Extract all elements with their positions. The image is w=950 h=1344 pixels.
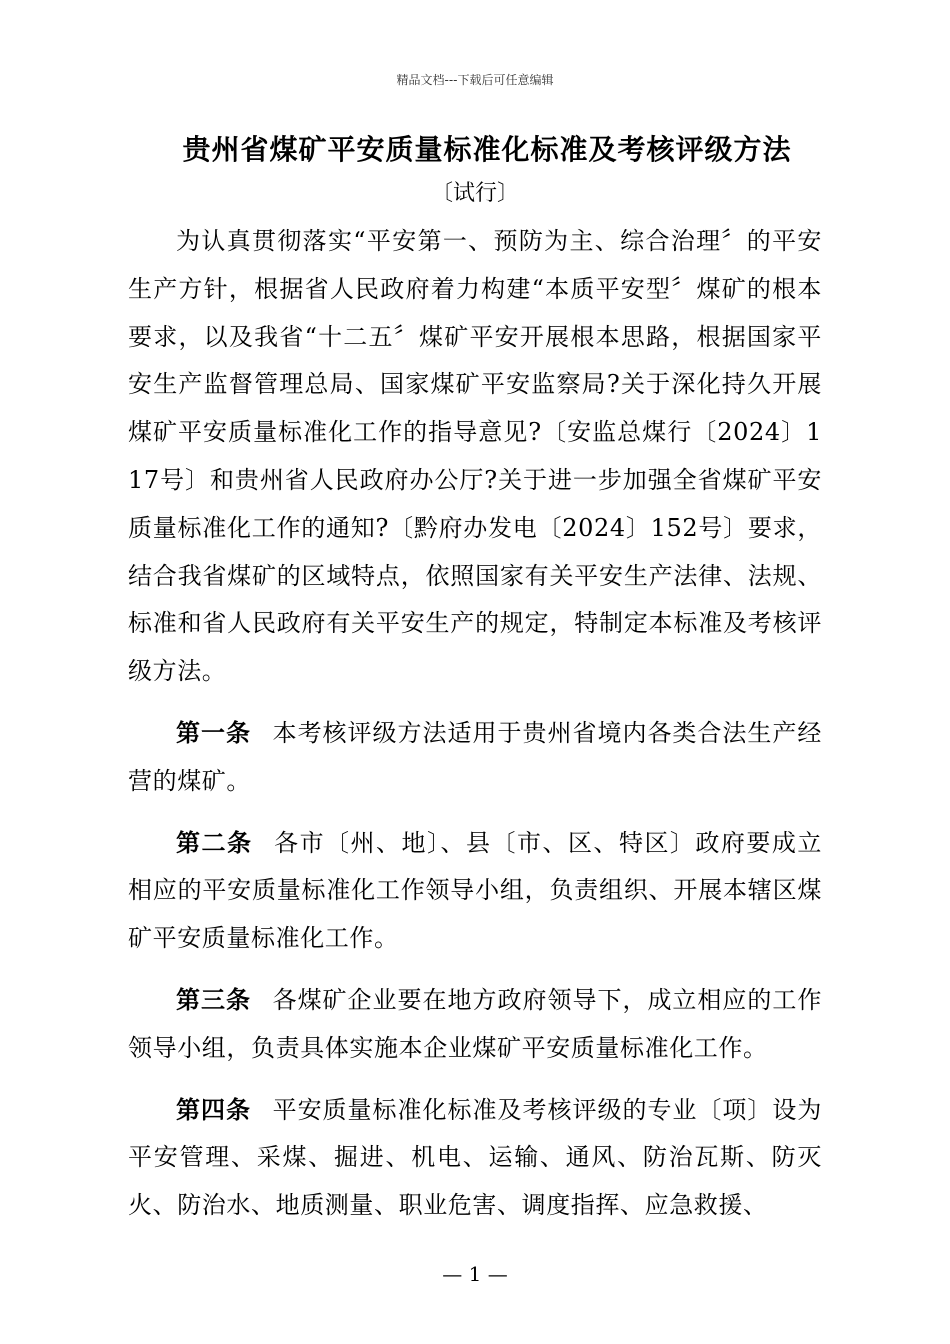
article-4 — [128, 1087, 822, 1230]
article-number: 第三条 — [176, 985, 251, 1014]
document-body — [128, 218, 822, 1244]
article-text: 各煤矿企业要在地方政府领导下，成立相应的工作领导小组，负责具体实施本企业煤矿平安质量标准化工作。 — [128, 985, 822, 1062]
article-3 — [128, 977, 822, 1073]
article-text: 本考核评级方法适用于贵州省境内各类合法生产经营的煤矿。 — [128, 718, 822, 795]
article-1 — [128, 710, 822, 806]
article-text: 各市〔州、地〕、县〔市、区、特区〕政府要成立相应的平安质量标准化工作领导小组，负责组织、开展本辖区煤矿平安质量标准化工作。 — [128, 828, 822, 953]
article-text: 平安质量标准化标准及考核评级的专业〔项〕设为平安管理、采煤、掘进、机电、运输、通风、防治瓦斯、防灭火、防治水、地质测量、职业危害、调度指挥、应急救援、 — [128, 1095, 822, 1220]
intro-paragraph: 为认真贯彻落实“平安第一、预防为主、综合治理〞的平安生产方针，根据省人民政府着力构建“本质平安型〞煤矿的根本要求，以及我省“十二五〞煤矿平安开展根本思路，根据国家平安生产监督管理总局、国家煤矿平安监察局?关于深化持久开展煤矿平安质量标准化工作的指导意见?〔安监总煤行〔2024〕117号〕和贵州省人民政府办公厅?关于进一步加强全省煤矿平安质量标准化工作的通知?〔黔府办发电〔2024〕152号〕要求，结合我省煤矿的区域特点，依照国家有关平安生产法律、法规、标准和省人民政府有关平安生产的规定，特制定本标准及考核评级方法。 — [128, 227, 822, 686]
article-2 — [128, 820, 822, 963]
document-title: 贵州省煤矿平安质量标准化标准及考核评级方法 — [182, 133, 792, 166]
article-number: 第一条 — [176, 718, 251, 747]
article-number: 第四条 — [176, 1095, 251, 1124]
article-number: 第二条 — [176, 828, 253, 857]
page-header: 精品文档---下载后可任意编辑 — [396, 73, 554, 87]
page-number: — 1 — — [442, 1262, 508, 1286]
document-subtitle: 〔试行〕 — [430, 181, 519, 206]
